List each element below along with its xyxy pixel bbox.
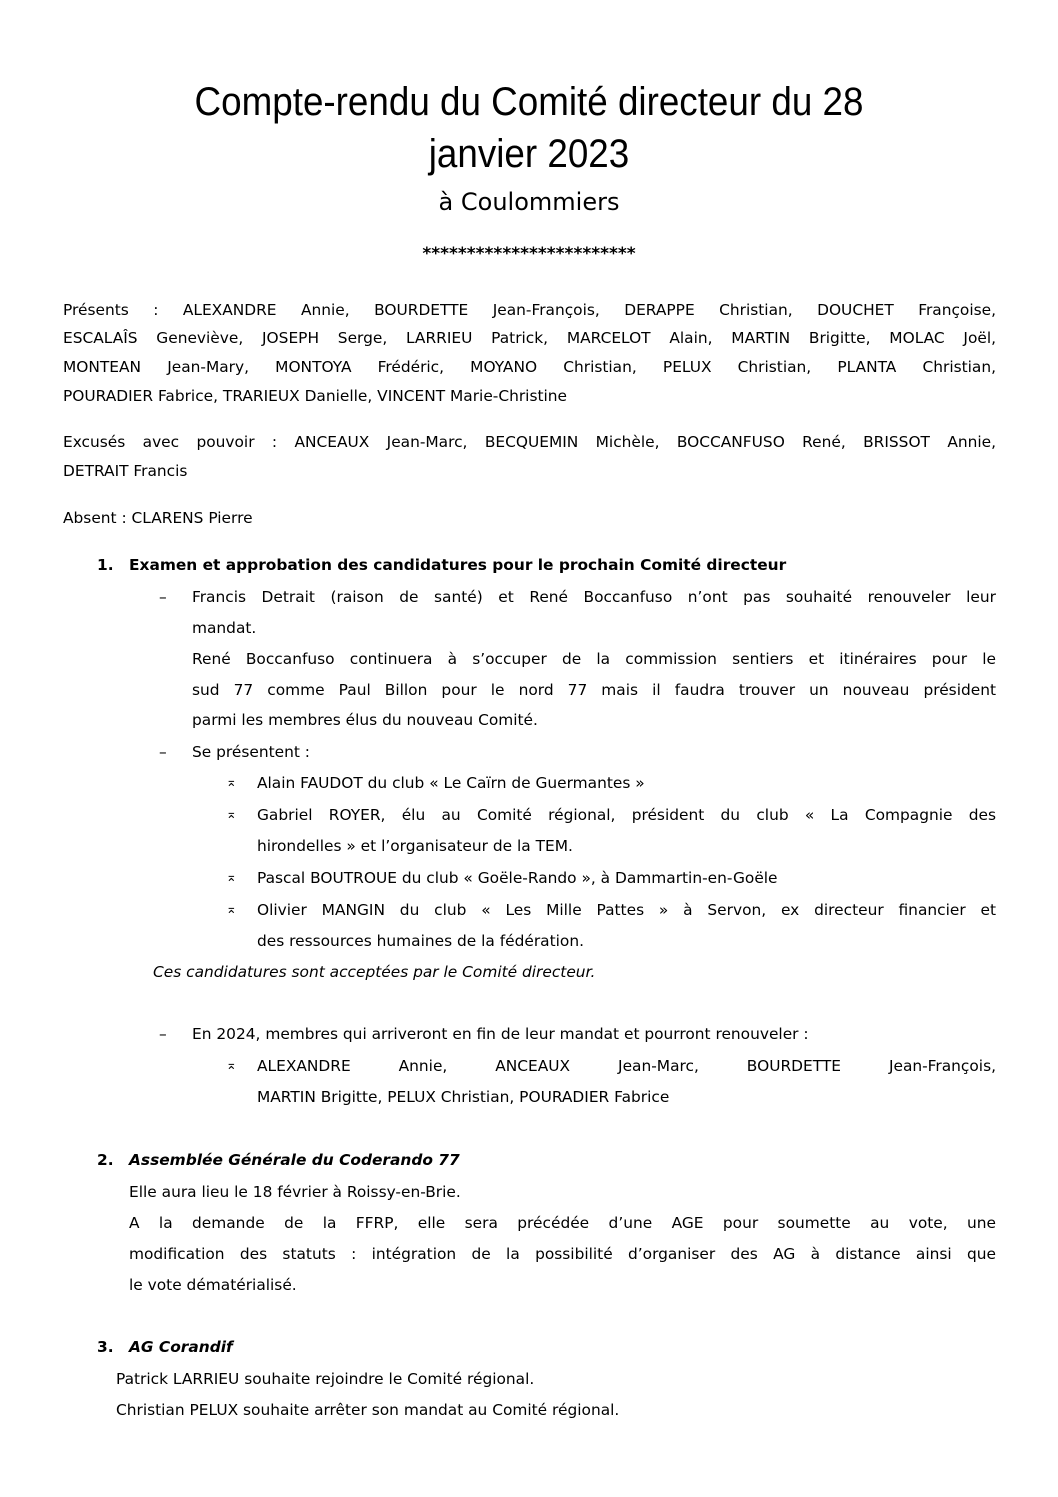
dash-bullet: – bbox=[159, 743, 167, 761]
candidate-4-line-1: Olivier MANGIN du club « Les Mille Pattes » à Servon, ex directeur financier et bbox=[257, 901, 996, 919]
candidate-2-line-1: Gabriel ROYER, élu au Comité régional, président du club « La Compagnie des bbox=[257, 806, 996, 824]
candidate-4-line-2: des ressources humaines de la fédération. bbox=[257, 932, 584, 950]
separator: ************************ bbox=[422, 244, 636, 264]
triangle-bullet-icon: ⌅ bbox=[226, 870, 237, 885]
title-line-1: Compte-rendu du Comité directeur du 28 bbox=[194, 80, 864, 124]
s1-item1-line-3: René Boccanfuso continuera à s’occuper de la commission sentiers et itinéraires pour le bbox=[192, 650, 996, 668]
s1-item1-line-2: mandat. bbox=[192, 619, 257, 637]
excuses-line-1: Excusés avec pouvoir : ANCEAUX Jean-Marc, BECQUEMIN Michèle, BOCCANFUSO René, BRISSOT Annie, bbox=[63, 433, 996, 451]
section-2-heading: Assemblée Générale du Coderando 77 bbox=[129, 1151, 460, 1169]
dash-bullet: – bbox=[159, 1025, 167, 1043]
triangle-bullet-icon: ⌅ bbox=[226, 807, 237, 822]
section-1-heading: Examen et approbation des candidatures pour le prochain Comité directeur bbox=[129, 556, 787, 574]
s3-line-1: Patrick LARRIEU souhaite rejoindre le Comité régional. bbox=[116, 1370, 535, 1388]
excuses-line-2: DETRAIT Francis bbox=[63, 462, 188, 480]
s1-item2: Se présentent : bbox=[192, 743, 310, 761]
s2-line-1: Elle aura lieu le 18 février à Roissy-en-Brie. bbox=[129, 1183, 461, 1201]
renew-line-2: MARTIN Brigitte, PELUX Christian, POURADIER Fabrice bbox=[257, 1088, 670, 1106]
title-line-2: janvier 2023 bbox=[428, 132, 630, 176]
section-3-number: 3. bbox=[97, 1338, 114, 1356]
candidate-2-line-2: hirondelles » et l’organisateur de la TEM. bbox=[257, 837, 573, 855]
candidate-1: Alain FAUDOT du club « Le Caïrn de Guermantes » bbox=[257, 774, 645, 792]
renew-line-1: ALEXANDRE Annie, ANCEAUX Jean-Marc, BOURDETTE Jean-François, bbox=[257, 1057, 996, 1075]
s2-line-2: A la demande de la FFRP, elle sera précédée d’une AGE pour soumette au vote, une bbox=[129, 1214, 996, 1232]
s2-line-3: modification des statuts : intégration de la possibilité d’organiser des AG à distance ainsi que bbox=[129, 1245, 996, 1263]
triangle-bullet-icon: ⌅ bbox=[226, 1058, 237, 1073]
triangle-bullet-icon: ⌅ bbox=[226, 902, 237, 917]
s3-line-2: Christian PELUX souhaite arrêter son mandat au Comité régional. bbox=[116, 1401, 620, 1419]
candidatures-accepted: Ces candidatures sont acceptées par le Comité directeur. bbox=[153, 963, 596, 981]
presents-line-4: POURADIER Fabrice, TRARIEUX Danielle, VINCENT Marie-Christine bbox=[63, 387, 568, 405]
section-2-number: 2. bbox=[97, 1151, 114, 1169]
candidate-3: Pascal BOUTROUE du club « Goële-Rando », à Dammartin-en-Goële bbox=[257, 869, 778, 887]
triangle-bullet-icon: ⌅ bbox=[226, 775, 237, 790]
s2-line-4: le vote dématérialisé. bbox=[129, 1276, 297, 1294]
absent-line: Absent : CLARENS Pierre bbox=[63, 509, 253, 527]
s1-item1-line-4: sud 77 comme Paul Billon pour le nord 77 mais il faudra trouver un nouveau président bbox=[192, 681, 996, 699]
presents-line-3: MONTEAN Jean-Mary, MONTOYA Frédéric, MOYANO Christian, PELUX Christian, PLANTA Christian, bbox=[63, 358, 996, 376]
s1-item1-line-1: Francis Detrait (raison de santé) et René Boccanfuso n’ont pas souhaité renouveler leur bbox=[192, 588, 996, 606]
presents-line-1: Présents : ALEXANDRE Annie, BOURDETTE Jean-François, DERAPPE Christian, DOUCHET Françoise, bbox=[63, 301, 996, 319]
page-subtitle: à Coulommiers bbox=[438, 188, 620, 216]
page-title bbox=[42, 76, 1015, 180]
s1-item3: En 2024, membres qui arriveront en fin de leur mandat et pourront renouveler : bbox=[192, 1025, 809, 1043]
presents-line-2: ESCALAÎS Geneviève, JOSEPH Serge, LARRIEU Patrick, MARCELOT Alain, MARTIN Brigitte, MOLAC Joël, bbox=[63, 329, 996, 347]
section-1-number: 1. bbox=[97, 556, 114, 574]
s1-item1-line-5: parmi les membres élus du nouveau Comité. bbox=[192, 711, 538, 729]
section-3-heading: AG Corandif bbox=[129, 1338, 233, 1356]
dash-bullet: – bbox=[159, 588, 167, 606]
